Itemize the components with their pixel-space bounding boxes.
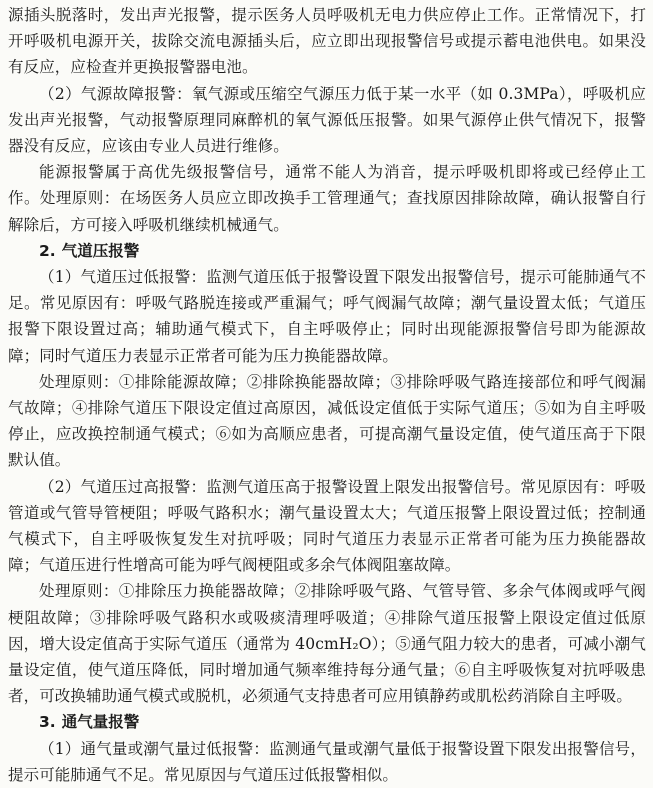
paragraph-low-pressure-handling: 处理原则：①排除能源故障；②排除换能器故障；③排除呼吸气路连接部位和呼气阀漏气故障；④排除气道压下限设定值过高原因，减低设定值低于实际气道压；⑤如为自主呼吸停止，应改换控制通气模式；⑥如为高顺应患者，可提高潮气量设定值，使气道压高于下限默认值。 <box>8 372 646 470</box>
paragraph-gas-source-alarm: （2）气源故障报警：氧气源或压缩空气源压力低于某一水平（如 0.3MPa），呼吸机应发出声光报警，气动报警原理同麻醉机的氧气源低压报警。如果气源停止供气情况下，报警器没有反应，应该由专业人员进行维修。 <box>8 84 646 156</box>
paragraph-high-airway-pressure: （2）气道压过高报警：监测气道压高于报警设置上限发出报警信号。常见原因有：呼吸管道或气管导管梗阻；呼吸气路积水；潮气量设置太大；气道压报警上限设置过低；控制通气模式下，自主呼吸恢复发生对抗呼吸；同时气道压力表显示正常者可能为压力换能器故障；气道压进行性增高可能为呼气阀梗阻或多余气体阀阻塞故障。 <box>8 477 646 575</box>
paragraph-low-airway-pressure: （1）气道压过低报警：监测气道压低于报警设置下限发出报警信号，提示可能肺通气不足。常见原因有：呼吸气路脱连接或严重漏气；呼气阀漏气故障；潮气量设置太低；气道压报警下限设置过高；辅助通气模式下，自主呼吸停止；同时出现能源报警信号即为能源故障；同时气道压力表显示正常者可能为压力换能器故障。 <box>8 268 646 365</box>
paragraph-energy-alarm-principle: 能源报警属于高优先级报警信号，通常不能人为消音，提示呼吸机即将或已经停止工作。处理原则：在场医务人员应立即改换手工管理通气；查找原因排除故障，确认报警自行解除后，方可接入呼吸机继续机械通气。 <box>8 163 646 234</box>
paragraph-high-pressure-handling: 处理原则：①排除压力换能器故障；②排除呼吸气路、气管导管、多余气体阀或呼气阀梗阻故障；③排除呼吸气路积水或吸痰清理呼吸道；④排除气道压报警上限设定值过低原因，增大设定值高于实际气道压（通常为 40cmH₂O）；⑤通气阻力较大的患者，可减小潮气量设定值，使气道压降低，同时增加通气频率维持每分通气量；⑥自主呼吸恢复对抗呼吸患者，可改换辅助通气模式或脱机，必须通气支持患者可应用镇静药或肌松药消除自主呼吸。 <box>8 582 646 706</box>
section-number: 3. <box>39 713 56 732</box>
section-heading-ventilation-volume <box>8 709 646 735</box>
paragraph-power-alarm-cont: 源插头脱落时，发出声光报警，提示医务人员呼吸机无电力供应停止工作。正常情况下，打开呼吸机电源开关，拔除交流电源插头后，应立即出现报警信号或提示蓄电池供电。如果没有反应，应检查并更换报警器电池。 <box>8 6 646 77</box>
section-heading-airway-pressure <box>8 238 646 264</box>
section-title: 气道压报警 <box>61 241 140 260</box>
section-number: 2. <box>39 241 56 260</box>
paragraph-low-volume-alarm: （1）通气量或潮气量过低报警：监测通气量或潮气量低于报警设置下限发出报警信号，提示可能肺通气不足。常见原因与气道压过低报警相似。 <box>8 739 646 784</box>
document-page <box>8 2 646 788</box>
section-title: 通气量报警 <box>61 713 140 732</box>
